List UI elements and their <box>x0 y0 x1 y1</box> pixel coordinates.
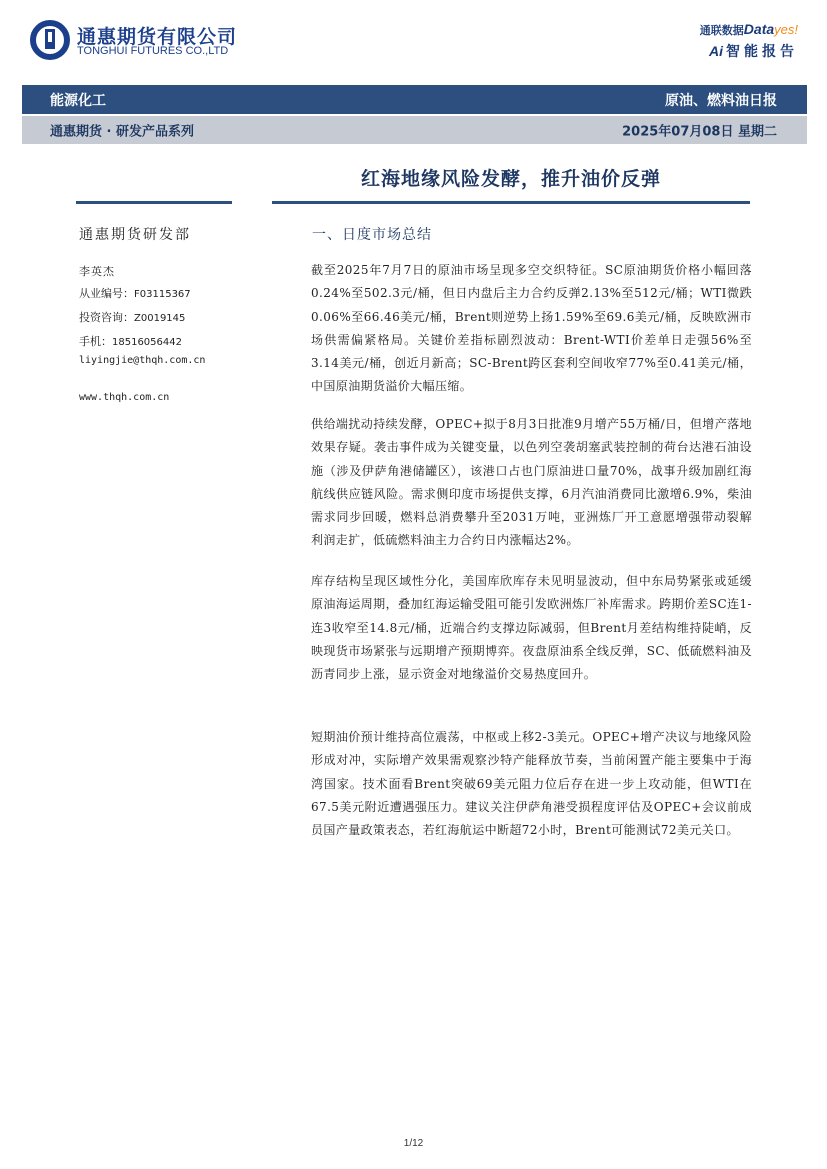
brand-ai: Ai <box>709 43 723 59</box>
report-date: 2025年07月08日 星期二 <box>622 124 777 140</box>
brand-part1: 通联数据 <box>699 24 744 37</box>
ai-report-brand <box>709 41 798 61</box>
section-title: 一、日度市场总结 <box>312 227 432 243</box>
phone-info <box>79 333 182 349</box>
summary-paragraph: 库存结构呈现区域性分化，美国库欣库存未见明显波动，但中东局势紧张或延缓原油海运周期，叠加红海运输受阻可能引发欧洲炼厂补库需求。跨期价差SC连1-连3收窄至14.8元/桶，近端合约支撑边际减弱，但Brent月差结构维持陡峭，反映现货市场紧张与远期增产预期博弈。夜盘原油系全线反弹，SC、低硫燃料油及沥青同步上涨，显示资金对地缘溢价交易热度回升。 <box>311 574 752 682</box>
phone-label: 手机： <box>79 335 112 348</box>
report-headline: 红海地缘风险发酵，推升油价反弹 <box>360 168 661 190</box>
author-email: liyingjie@thqh.com.cn <box>79 355 206 366</box>
brand-report: 智能报告 <box>726 44 798 60</box>
datayes-brand <box>700 21 798 38</box>
author-name: 李英杰 <box>79 265 115 278</box>
license-label: 从业编号： <box>79 287 134 300</box>
page-number: 1/12 <box>403 1138 424 1149</box>
license-info <box>79 285 191 301</box>
brand-part2: Data <box>743 21 775 37</box>
license-value: F03115367 <box>134 289 191 300</box>
sidebar-divider <box>76 201 232 204</box>
report-type-label: 原油、燃料油日报 <box>665 92 777 109</box>
summary-paragraph: 供给端扰动持续发酵，OPEC+拟于8月3日批准9月增产55万桶/日，但增产落地效果存疑。袭击事件成为关键变量，以色列空袭胡塞武装控制的荷台达港石油设施（涉及伊萨角港储罐区），该港口占也门原油进口量70%，战事升级加剧红海航线供应链风险。需求侧印度市场提供支撑，6月汽油消费同比激增6.9%，柴油需求同步回暖，燃料总消费攀升至2031万吨，亚洲炼厂开工意愿增强带动裂解利润走扩，低硫燃料油主力合约日内涨幅达2%。 <box>311 417 752 548</box>
series-band <box>22 116 807 144</box>
tonghui-logo-icon <box>30 20 70 60</box>
company-name-en: TONGHUI FUTURES CO.,LTD <box>77 45 229 57</box>
series-label: 通惠期货 · 研发产品系列 <box>50 124 194 140</box>
category-label: 能源化工 <box>50 92 106 109</box>
department-name: 通惠期货研发部 <box>79 227 191 243</box>
phone-value: 18516056442 <box>112 337 182 348</box>
category-band <box>22 85 807 114</box>
advisory-info <box>79 309 185 325</box>
summary-paragraph: 截至2025年7月7日的原油市场呈现多空交织特征。SC原油期货价格小幅回落0.24%至502.3元/桶，但日内盘后主力合约反弹2.13%至512元/桶；WTI微跌0.06%至66.46美元/桶，Brent则逆势上扬1.59%至69.6美元/桶，反映欧洲市场供需偏紧格局。关键价差指标剧烈波动：Brent-WTI价差单日走强56%至3.14美元/桶，创近月新高；SC-Brent跨区套利空间收窄77%至0.41美元/桶，中国原油期货溢价大幅压缩。 <box>311 263 752 394</box>
summary-paragraph: 短期油价预计维持高位震荡，中枢或上移2-3美元。OPEC+增产决议与地缘风险形成对冲，实际增产效果需观察沙特产能释放节奏，当前闲置产能主要集中于海湾国家。技术面看Brent突破69美元阻力位后存在进一步上攻动能，但WTI在67.5美元附近遭遇强压力。建议关注伊萨角港受损程度评估及OPEC+会议前成员国产量政策表态，若红海航运中断超72小时，Brent可能测试72美元关口。 <box>311 730 752 838</box>
advisory-value: Z0019145 <box>134 313 186 324</box>
main-divider <box>272 201 750 204</box>
brand-part3: yes! <box>774 22 798 37</box>
company-name-cn: 通惠期货有限公司 <box>77 26 238 48</box>
advisory-label: 投资咨询： <box>79 311 134 324</box>
company-website: www.thqh.com.cn <box>79 392 170 403</box>
